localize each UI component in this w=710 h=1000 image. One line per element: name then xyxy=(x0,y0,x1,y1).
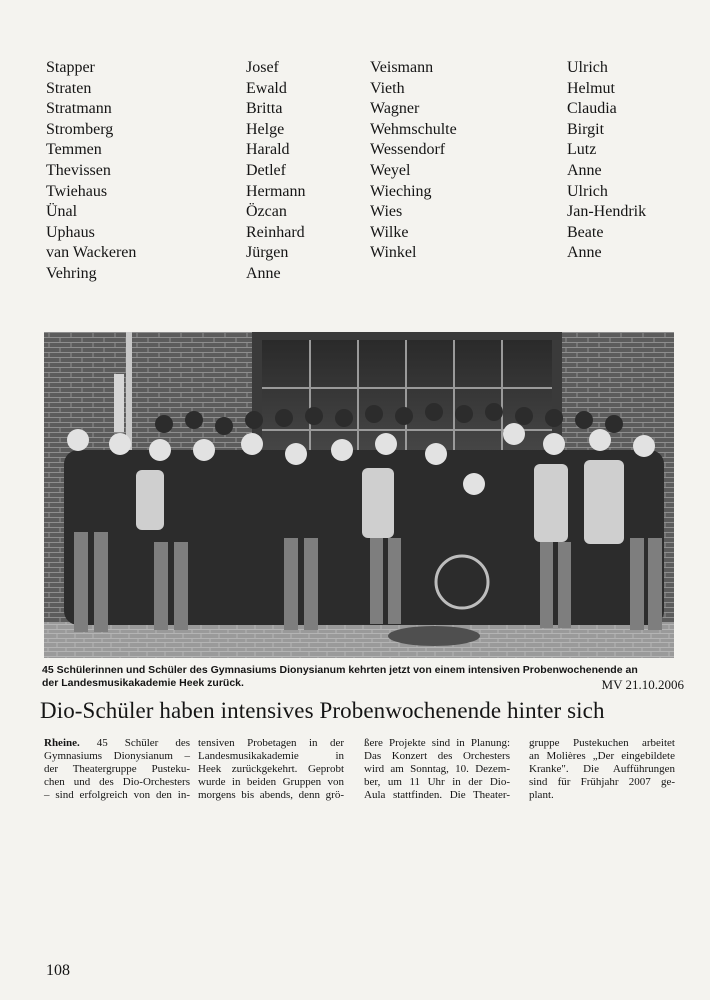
name-entry: Josef xyxy=(246,59,279,76)
article-text: Heek zurückgekehrt. Geprobt xyxy=(198,763,344,775)
caption-line-1: 45 Schülerinnen und Schüler des Gymnasiums Dionysianum kehrten jetzt von einem intensiven Probenwochenende an xyxy=(42,664,638,676)
article-text: plant. xyxy=(529,789,554,801)
article-column-2 xyxy=(198,737,344,802)
name-entry: Wagner xyxy=(370,100,420,118)
article-column-3 xyxy=(364,737,510,802)
article-text: Das Konzert des Orchesters xyxy=(364,750,510,762)
article-text: wurde in beiden Gruppen von xyxy=(198,776,344,788)
article-text: Kranke". Die Aufführungen xyxy=(529,763,675,775)
name-entry: Jürgen xyxy=(246,244,289,262)
name-entry: Wies xyxy=(370,203,403,221)
name-entry: Winkel xyxy=(370,244,417,262)
name-entry: Birgit xyxy=(567,120,605,138)
caption-source: MV 21.10.2006 xyxy=(601,677,684,692)
name-entry: Weyel xyxy=(370,161,411,179)
name-entry: Reinhard xyxy=(246,223,305,241)
name-entry: Veismann xyxy=(370,59,434,76)
caption-line-2: der Landesmusikakademie Heek zurück. xyxy=(42,677,244,689)
name-entry: Helge xyxy=(246,120,285,138)
name-entry: van Wackeren xyxy=(46,244,137,262)
name-entry: Stratmann xyxy=(46,100,112,118)
name-entry: Ulrich xyxy=(567,59,608,76)
name-entry: Britta xyxy=(246,100,283,118)
names-column-surnames-1 xyxy=(46,58,136,285)
name-entry: Twiehaus xyxy=(46,182,108,200)
name-entry: Vieth xyxy=(370,79,405,97)
article-headline: Dio-Schüler haben intensives Probenwochenende hinter sich xyxy=(40,698,605,723)
names-column-firstnames-2 xyxy=(567,58,646,264)
article-text: ßere Projekte sind in Planung: xyxy=(364,737,510,749)
name-entry: Vehring xyxy=(46,264,97,282)
name-entry: Anne xyxy=(567,161,602,179)
name-entry: Wehmschulte xyxy=(370,120,457,138)
article-text: Gymnasiums Dionysianum – xyxy=(44,750,190,762)
name-entry: Temmen xyxy=(46,141,102,159)
name-entry: Helmut xyxy=(567,79,615,97)
name-entry: Hermann xyxy=(246,182,306,200)
name-entry: Harald xyxy=(246,141,290,159)
names-column-surnames-2 xyxy=(370,58,457,264)
names-column-firstnames-1 xyxy=(246,58,306,285)
article-text: chen und des Dio-Orchesters xyxy=(44,776,190,788)
name-entry: Straten xyxy=(46,79,92,97)
name-entry: Lutz xyxy=(567,141,597,159)
article-text: Landesmusikakademie in xyxy=(198,750,344,762)
name-entry: Özcan xyxy=(246,203,287,221)
name-entry: Anne xyxy=(567,244,602,262)
article-text: wird am Sonntag, 10. Dezem- xyxy=(364,763,510,775)
article-text: gruppe Pustekuchen arbeitet xyxy=(529,737,675,749)
article-text: morgens bis abends, denn grö- xyxy=(198,789,344,801)
name-entry: Anne xyxy=(246,264,281,282)
article-text: an Molières „Der eingebildete xyxy=(529,750,675,762)
article-text: ber, um 11 Uhr in der Dio- xyxy=(364,776,510,788)
article-text: der Theatergruppe Pusteku- xyxy=(44,763,190,775)
name-entry: Ünal xyxy=(46,203,78,221)
name-entry: Wieching xyxy=(370,182,432,200)
name-entry: Claudia xyxy=(567,100,617,118)
name-entry: Stromberg xyxy=(46,120,114,138)
article-text: – sind erfolgreich von den in- xyxy=(44,789,190,801)
article-text: 45 Schüler des xyxy=(79,737,190,749)
name-entry: Detlef xyxy=(246,161,286,179)
group-photo xyxy=(44,332,674,658)
article-text: sind für Frühjahr 2007 ge- xyxy=(529,776,675,788)
name-entry: Uphaus xyxy=(46,223,95,241)
article-text: Aula stattfinden. Die Theater- xyxy=(364,789,510,801)
page-number: 108 xyxy=(46,962,70,979)
name-entry: Beate xyxy=(567,223,604,241)
article-dateline: Rheine. xyxy=(44,737,80,749)
name-entry: Jan-Hendrik xyxy=(567,203,647,221)
article-column-4 xyxy=(529,737,675,802)
name-entry: Wessendorf xyxy=(370,141,446,159)
name-entry: Wilke xyxy=(370,223,409,241)
name-entry: Stapper xyxy=(46,59,95,76)
article-column-1 xyxy=(44,737,190,802)
article-text: tensiven Probetagen in der xyxy=(198,737,344,749)
name-entry: Ulrich xyxy=(567,182,608,200)
name-entry: Ewald xyxy=(246,79,287,97)
group-photo-image xyxy=(44,332,674,658)
name-entry: Thevissen xyxy=(46,161,111,179)
